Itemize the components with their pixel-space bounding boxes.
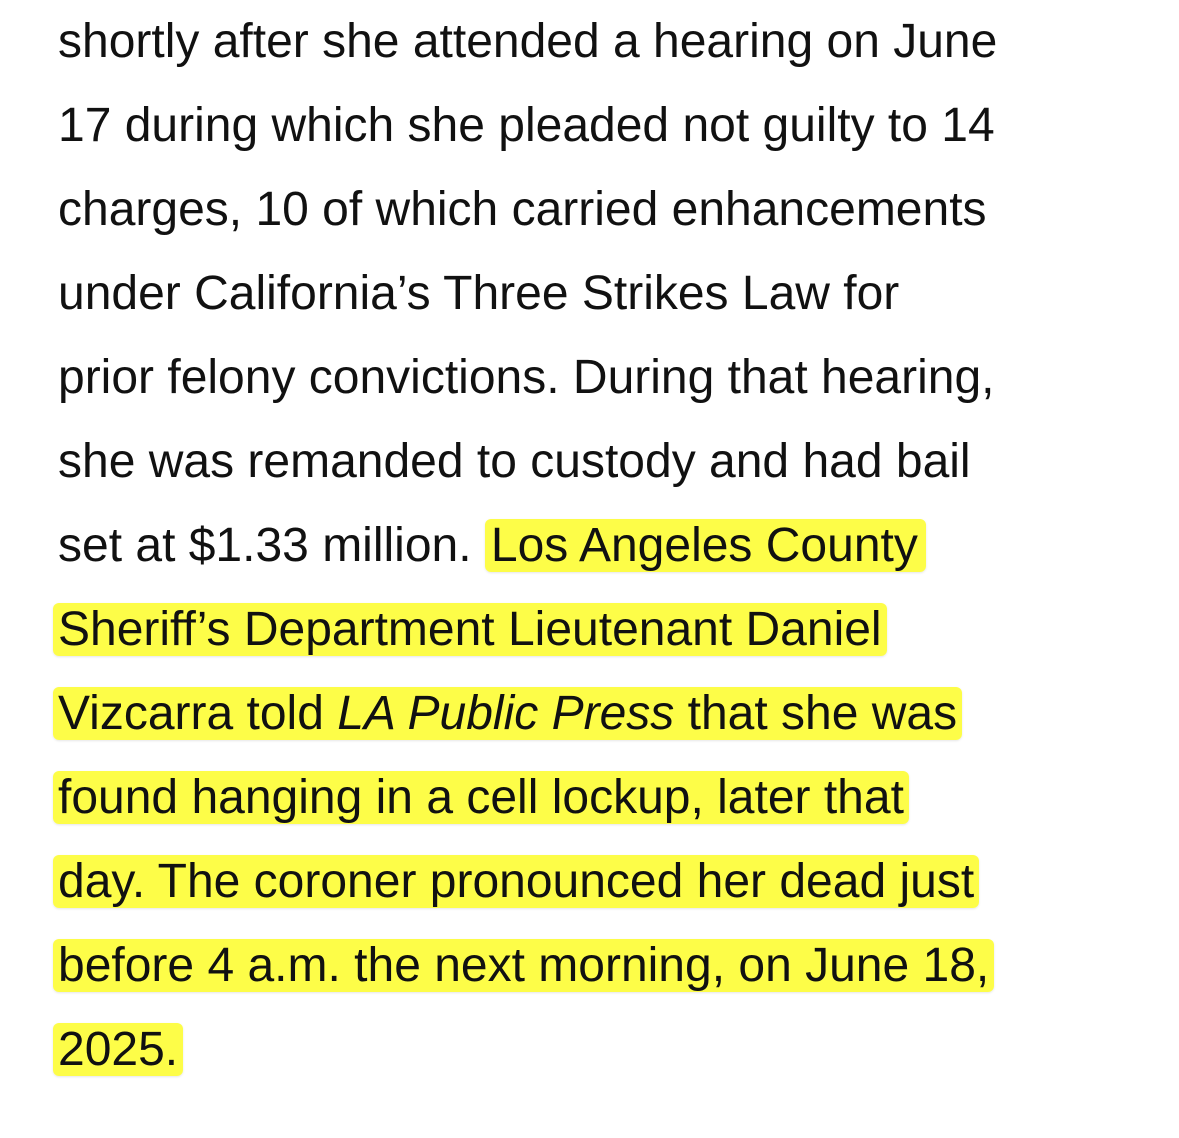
line-text: set at $1.33 million.: [58, 519, 485, 572]
paragraph-line-13: [58, 1008, 183, 1092]
paragraph-line-10: [58, 756, 909, 840]
paragraph-line-1: [58, 0, 997, 84]
highlighted-text[interactable]: [53, 687, 962, 740]
paragraph-line-3: [58, 168, 987, 252]
paragraph-line-7: [58, 504, 926, 588]
line-text: Vizcarra told: [58, 687, 338, 740]
line-text: that she was: [674, 687, 958, 740]
line-text: prior felony convictions. During that hearing,: [58, 351, 995, 404]
paragraph-line-5: [58, 336, 995, 420]
paragraph-line-6: [58, 420, 971, 504]
paragraph-line-2: [58, 84, 995, 168]
highlighted-text[interactable]: Los Angeles County: [485, 519, 926, 572]
highlighted-text[interactable]: day. The coroner pronounced her dead just: [53, 855, 979, 908]
line-text: charges, 10 of which carried enhancements: [58, 183, 987, 236]
paragraph-line-4: [58, 252, 899, 336]
line-text: she was remanded to custody and had bail: [58, 435, 971, 488]
publication-name: LA Public Press: [337, 687, 675, 740]
highlighted-text[interactable]: before 4 a.m. the next morning, on June 18,: [53, 939, 994, 992]
line-text: 17 during which she pleaded not guilty to 14: [58, 99, 995, 152]
paragraph-line-8: [58, 588, 887, 672]
paragraph-line-11: [58, 840, 979, 924]
paragraph-line-12: [58, 924, 994, 1008]
line-text: shortly after she attended a hearing on June: [58, 15, 998, 68]
highlighted-text[interactable]: found hanging in a cell lockup, later that: [53, 771, 909, 824]
highlighted-text[interactable]: 2025.: [53, 1023, 183, 1076]
highlighted-text[interactable]: Sheriff’s Department Lieutenant Daniel: [53, 603, 887, 656]
paragraph-line-9: [58, 672, 962, 756]
line-text: under California’s Three Strikes Law for: [58, 267, 900, 320]
